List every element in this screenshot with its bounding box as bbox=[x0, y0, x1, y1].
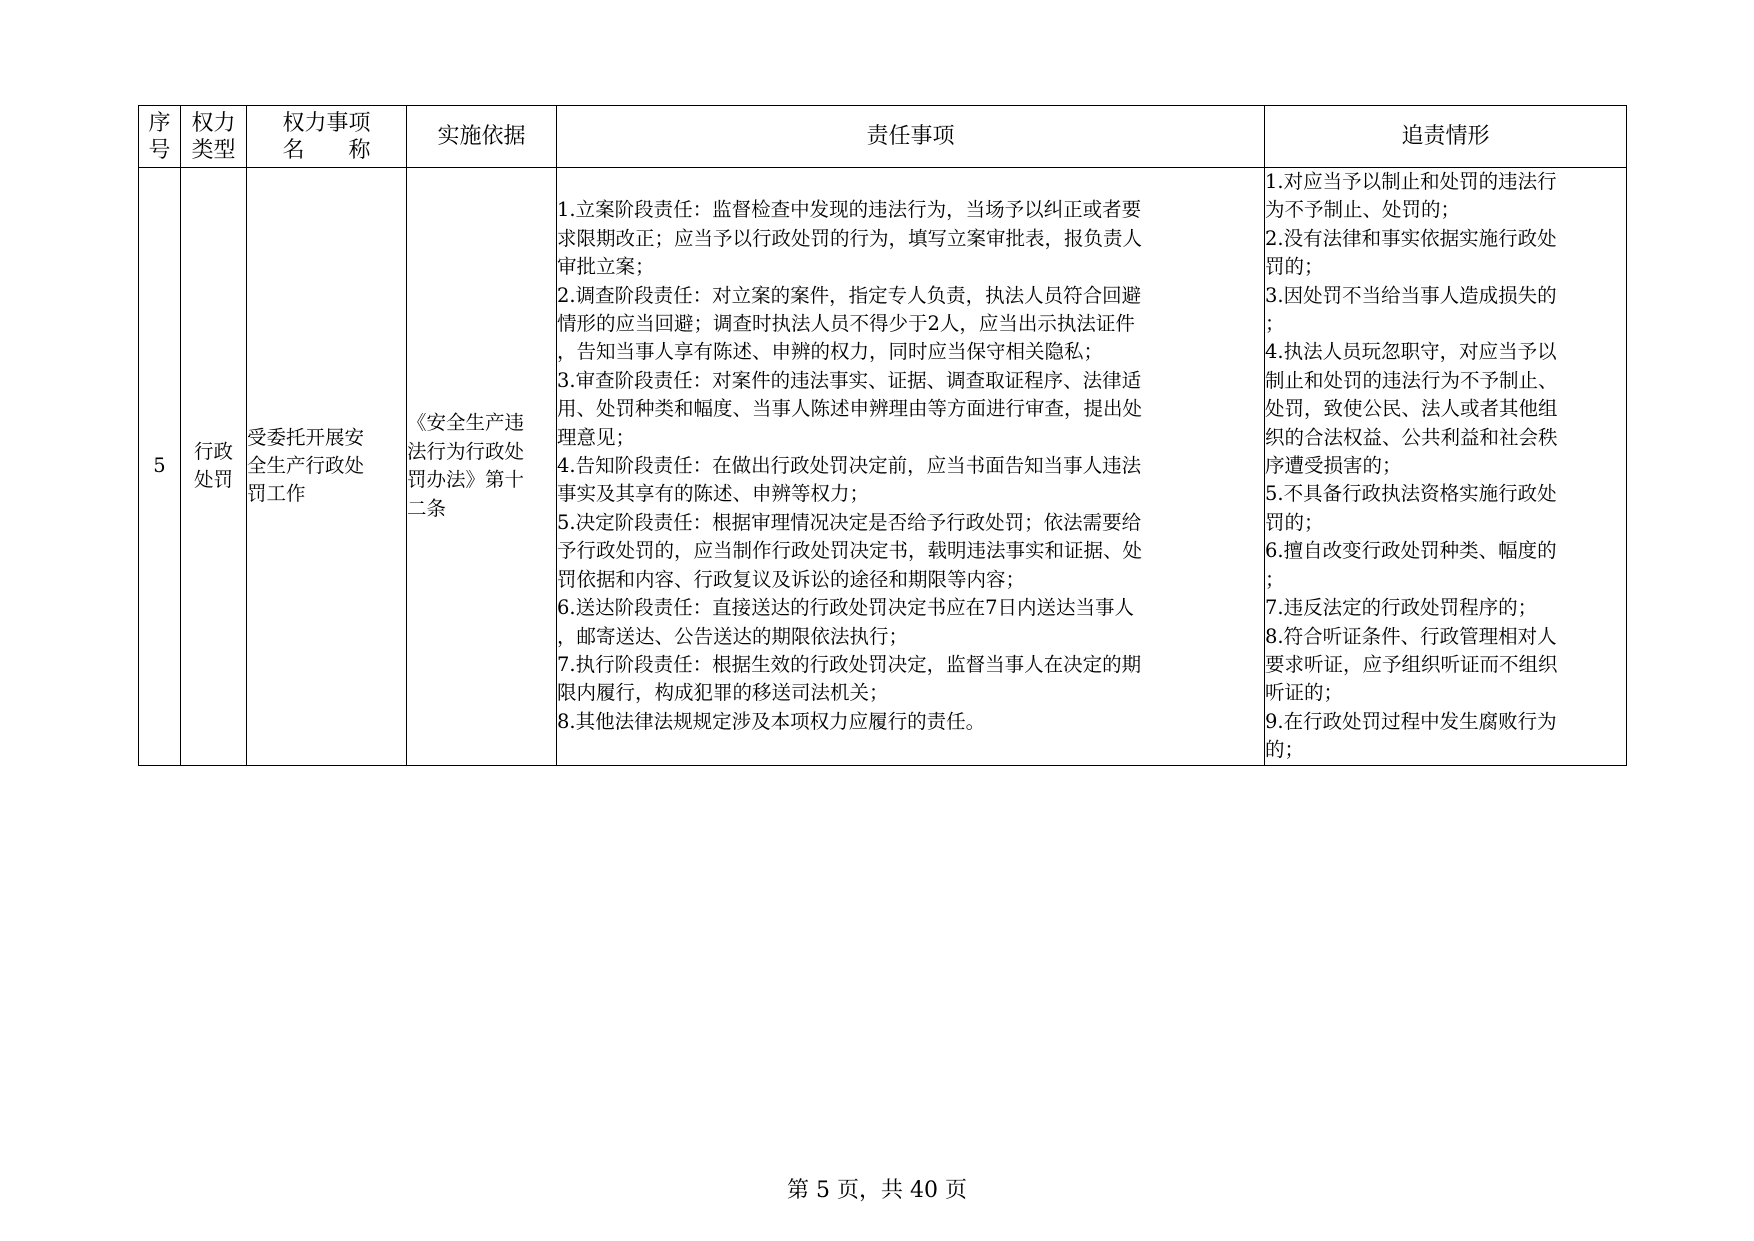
row-power-type: 行政 处罚 bbox=[181, 168, 247, 766]
header-seq: 序 号 bbox=[139, 106, 181, 168]
row-power-name: 受委托开展安 全生产行政处 罚工作 bbox=[247, 168, 407, 766]
header-power-type: 权力 类型 bbox=[181, 106, 247, 168]
header-power-name: 权力事项 名 称 bbox=[247, 106, 407, 168]
header-basis: 实施依据 bbox=[407, 106, 557, 168]
page-number-footer: 第 5 页，共 40 页 bbox=[787, 1178, 967, 1203]
row-responsibility: 1.立案阶段责任：监督检查中发现的违法行为，当场予以纠正或者要 求限期改正；应当予以行政处罚的行为，填写立案审批表，报负责人 审批立案； 2.调查阶段责任：对立案的案件，指定专人负责，执法人员符合回避 情形的应当回避；调查时执法人员不得少于2人，应当出示执法证件 ，告知当事人享有陈述、申辨的权力，同时应当保守相关隐私； 3.审查阶段责任：对案件的违法事实、证据、调查取证程序、法律适 用、处罚种类和幅度、当事人陈述申辨理由等方面进行审查，提出处 理意见； 4.告知阶段责任：在做出行政处罚决定前，应当书面告知当事人违法 事实及其享有的陈述、申辨等权力； 5.决定阶段责任：根据审理情况决定是否给予行政处罚；依法需要给 予行政处罚的，应当制作行政处罚决定书，载明违法事实和证据、处 罚依据和内容、行政复议及诉讼的途径和期限等内容； 6.送达阶段责任：直接送达的行政处罚决定书应在7日内送达当事人 ，邮寄送达、公告送达的期限依法执行； 7.执行阶段责任：根据生效的行政处罚决定，监督当事人在决定的期 限内履行，构成犯罪的移送司法机关； 8.其他法律法规规定涉及本项权力应履行的责任。 bbox=[557, 168, 1265, 766]
table-row bbox=[139, 168, 1627, 766]
powers-table bbox=[138, 105, 1627, 766]
row-seq: 5 bbox=[139, 168, 181, 766]
row-accountability: 1.对应当予以制止和处罚的违法行 为不予制止、处罚的； 2.没有法律和事实依据实施行政处 罚的； 3.因处罚不当给当事人造成损失的 ； 4.执法人员玩忽职守，对应当予以 制止和处罚的违法行为不予制止、 处罚，致使公民、法人或者其他组 织的合法权益、公共利益和社会秩 序遭受损害的； 5.不具备行政执法资格实施行政处 罚的； 6.擅自改变行政处罚种类、幅度的 ； 7.违反法定的行政处罚程序的； 8.符合听证条件、行政管理相对人 要求听证，应予组织听证而不组织 听证的； 9.在行政处罚过程中发生腐败行为 的； bbox=[1265, 168, 1627, 766]
row-basis: 《安全生产违 法行为行政处 罚办法》第十 二条 bbox=[407, 168, 557, 766]
table-header-row bbox=[139, 106, 1627, 168]
header-responsibility: 责任事项 bbox=[557, 106, 1265, 168]
header-accountability: 追责情形 bbox=[1265, 106, 1627, 168]
